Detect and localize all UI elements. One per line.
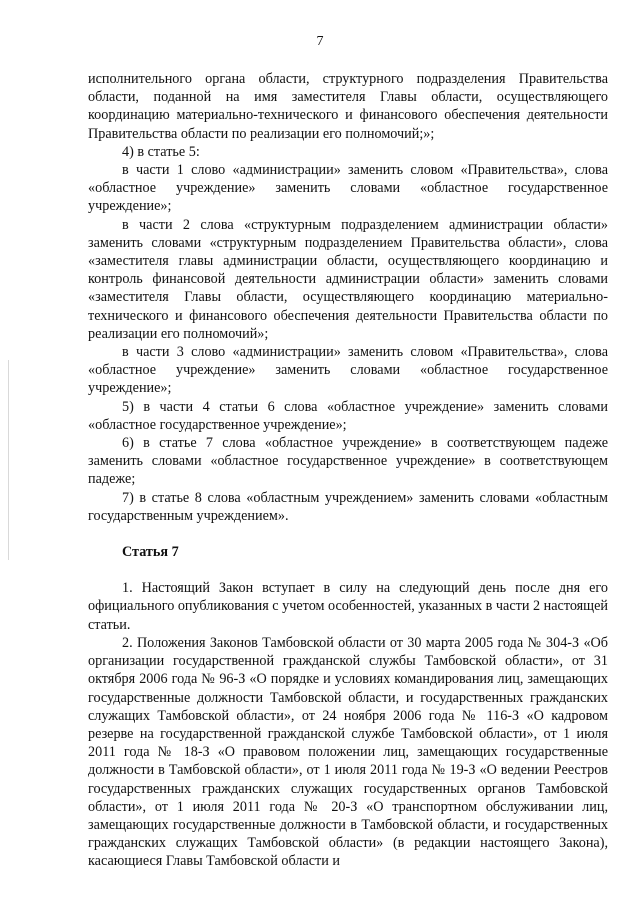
paragraph-part-3: в части 3 слово «администрации» заменить словом «Правительства», слова «областное учреждение» заменить словами «областное государственное учреждение»; <box>88 344 608 397</box>
paragraph-part-2: в части 2 слова «структурным подразделением администрации области» заменить словами «структурным подразделением Правительства области», слова «заместителя главы администрации области, осуществляющего координацию и контроль финансовой деятельности администрации области» заменить словами «заместителя Главы области, осуществляющего координацию материально-технического и финансового обеспечения деятельности Правительства области по реализации его полномочий»; <box>88 216 608 342</box>
paragraph-item-4: 4) в статье 5: <box>122 143 200 160</box>
paragraph-item-5: 5) в части 4 статьи 6 слова «областное учреждение» заменить словами «областное государственное учреждение»; <box>88 398 608 433</box>
paragraph-article-7-part-2: 2. Положения Законов Тамбовской области от 30 марта 2005 года № 304-З «Об организации государственной гражданской службы Тамбовской области», от 31 октября 2006 года № 96-З «О порядке и условиях командирования лиц, замещающих государственные должности Тамбовской области, и государственных гражданских служащих Тамбовской области», от 24 ноября 2006 года № 116-З «О кадровом резерве на государственной гражданской службе Тамбовской области», от 1 июля 2011 года № 18-З «О правовом положении лиц, замещающих государственные должности в Тамбовской области», от 1 июля 2011 года № 19-З «О ведении Реестров государственных гражданских служащих государственных органов Тамбовской области», от 1 июля 2011 года № 20-З «О транспортном обслуживании лиц, замещающих государственные должности в Тамбовской области, и государственных гражданских служащих Тамбовской области» (в редакции настоящего Закона), касающиеся Главы Тамбовской области и <box>88 634 608 870</box>
page-number: 7 <box>316 34 324 49</box>
paragraph-item-6: 6) в статье 7 слова «областное учреждение» в соответствующем падеже заменить словами «областное государственное учреждение» в соответствующем падеже; <box>88 435 608 488</box>
article-heading: Статья 7 <box>122 544 179 561</box>
scan-margin-line <box>8 360 9 560</box>
paragraph-article-7-part-1: 1. Настоящий Закон вступает в силу на следующий день после дня его официального опубликования с учетом особенностей, указанных в части 2 настоящей статьи. <box>88 580 608 633</box>
paragraph-part-1: в части 1 слово «администрации» заменить словом «Правительства», слова «областное учреждение» заменить словами «областное государственное учреждение»; <box>88 162 608 215</box>
paragraph-item-7: 7) в статье 8 слова «областным учреждением» заменить словами «областным государственным учреждением». <box>88 489 608 524</box>
document-body <box>88 70 608 871</box>
paragraph-continuation: исполнительного органа области, структурного подразделения Правительства области, поданной на имя заместителя Главы области, осуществляющего координацию материально-технического и финансового обеспечения деятельности Правительства области по реализации его полномочий;»; <box>88 71 608 142</box>
